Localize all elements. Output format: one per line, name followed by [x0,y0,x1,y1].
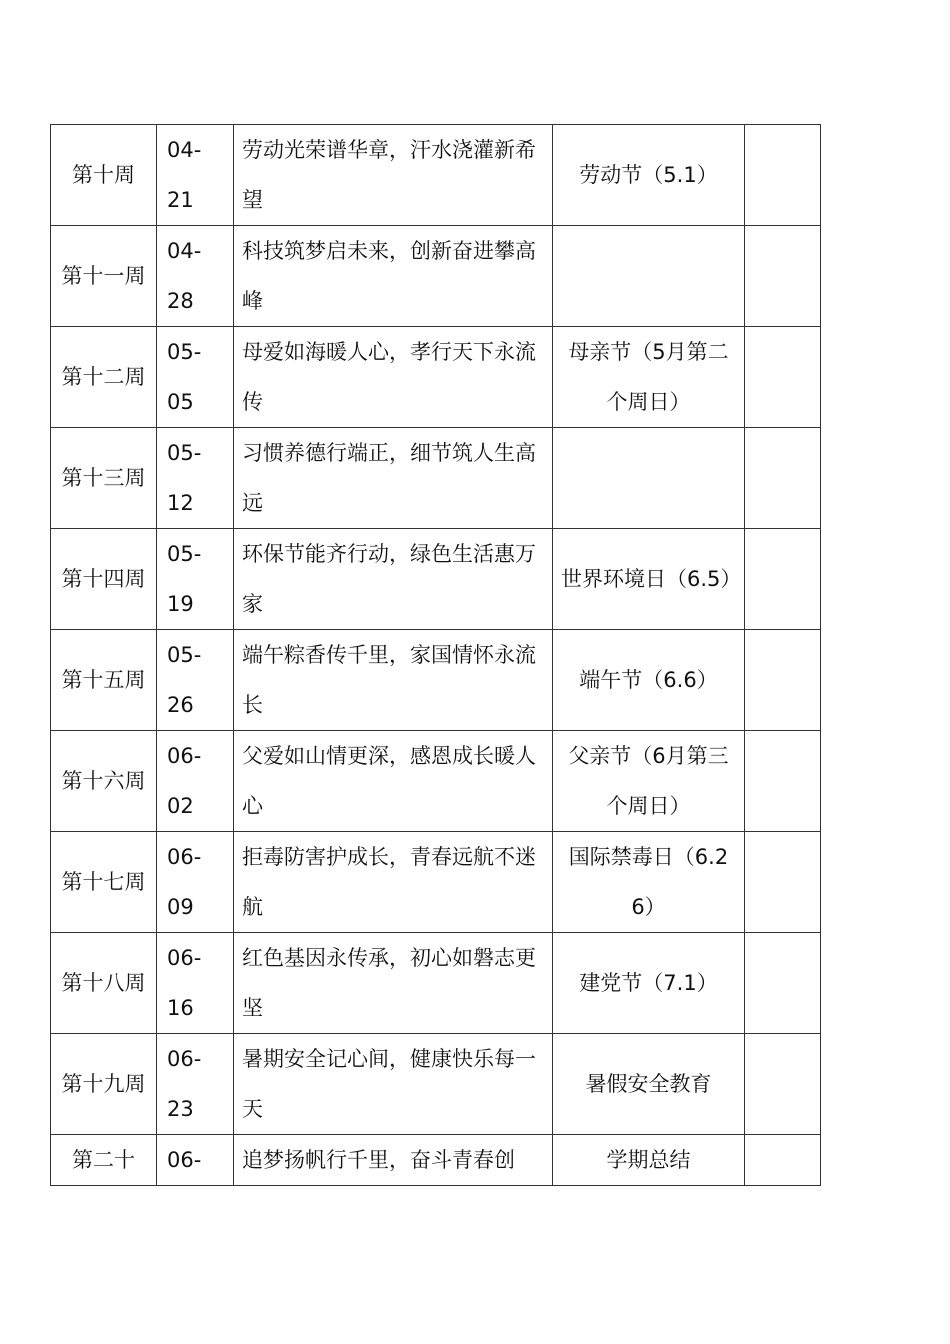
week-cell [51,1135,157,1186]
table-row [51,1034,821,1135]
week-label: 第十一周 [61,264,146,288]
week-cell [51,327,157,428]
week-cell [51,933,157,1034]
table-row [51,125,821,226]
date-label: 06-09 [167,845,202,919]
theme-cell [234,933,553,1034]
extra-cell [745,630,821,731]
date-cell [157,630,234,731]
theme-label: 追梦扬帆行千里，奋斗青春创 [242,1148,515,1172]
date-cell [157,731,234,832]
date-label: 06-23 [167,1047,202,1121]
week-cell [51,529,157,630]
table-row [51,428,821,529]
table-row [51,832,821,933]
table-row [51,731,821,832]
week-label: 第十三周 [61,466,146,490]
theme-cell [234,226,553,327]
extra-cell [745,327,821,428]
extra-cell [745,731,821,832]
date-label: 06-02 [167,744,202,818]
extra-cell [745,125,821,226]
table-row [51,226,821,327]
event-label: 端午节（6.6） [579,668,718,692]
weekly-schedule-table [50,124,821,1186]
date-cell [157,327,234,428]
extra-cell [745,832,821,933]
theme-label: 母爱如海暖人心，孝行天下永流传 [242,340,536,414]
event-cell [553,125,745,226]
week-label: 第十周 [72,163,135,187]
week-cell [51,1034,157,1135]
theme-cell [234,125,553,226]
event-cell [553,731,745,832]
theme-label: 端午粽香传千里，家国情怀永流长 [242,643,536,717]
week-label: 第十四周 [61,567,146,591]
table-row [51,630,821,731]
theme-cell [234,1135,553,1186]
date-label: 05-12 [167,441,202,515]
date-label: 06-16 [167,946,202,1020]
event-cell [553,1034,745,1135]
table-row [51,933,821,1034]
extra-cell [745,933,821,1034]
week-cell [51,226,157,327]
date-label: 05-26 [167,643,202,717]
event-cell [553,1135,745,1186]
schedule-body [51,125,821,1186]
event-cell [553,226,745,327]
date-cell [157,226,234,327]
theme-label: 环保节能齐行动，绿色生活惠万家 [242,542,536,616]
date-label: 05-19 [167,542,202,616]
date-cell [157,933,234,1034]
extra-cell [745,226,821,327]
theme-cell [234,428,553,529]
event-cell [553,428,745,529]
theme-label: 科技筑梦启未来，创新奋进攀高峰 [242,239,536,313]
theme-cell [234,731,553,832]
event-cell [553,327,745,428]
week-label: 第二十 [72,1148,135,1172]
week-cell [51,630,157,731]
week-label: 第十六周 [61,769,146,793]
week-label: 第十八周 [61,971,146,995]
week-label: 第十五周 [61,668,146,692]
week-cell [51,832,157,933]
week-cell [51,125,157,226]
theme-label: 红色基因永传承，初心如磐志更坚 [242,946,536,1020]
event-label: 建党节（7.1） [579,971,718,995]
date-cell [157,1135,234,1186]
event-label: 国际禁毒日（6.26） [568,845,729,919]
table-row [51,327,821,428]
theme-label: 习惯养德行端正，细节筑人生高远 [242,441,536,515]
date-cell [157,529,234,630]
event-label: 父亲节（6月第三个周日） [568,744,729,818]
theme-label: 拒毒防害护成长，青春远航不迷航 [242,845,536,919]
date-label: 06- [167,1148,202,1172]
date-cell [157,1034,234,1135]
theme-cell [234,327,553,428]
theme-cell [234,529,553,630]
table-row [51,1135,821,1186]
event-cell [553,630,745,731]
theme-label: 父爱如山情更深，感恩成长暖人心 [242,744,536,818]
event-cell [553,933,745,1034]
week-cell [51,428,157,529]
table-row [51,529,821,630]
event-label: 世界环境日（6.5） [561,567,742,591]
week-label: 第十七周 [61,870,146,894]
event-cell [553,529,745,630]
date-label: 04-28 [167,239,202,313]
extra-cell [745,1034,821,1135]
event-label: 劳动节（5.1） [579,163,718,187]
week-label: 第十二周 [61,365,146,389]
theme-cell [234,832,553,933]
date-cell [157,428,234,529]
date-cell [157,125,234,226]
event-label: 暑假安全教育 [585,1072,712,1096]
date-label: 05-05 [167,340,202,414]
theme-cell [234,1034,553,1135]
extra-cell [745,1135,821,1186]
theme-cell [234,630,553,731]
week-label: 第十九周 [61,1072,146,1096]
date-label: 04-21 [167,138,202,212]
event-label: 母亲节（5月第二个周日） [568,340,729,414]
extra-cell [745,428,821,529]
date-cell [157,832,234,933]
event-label: 学期总结 [606,1148,691,1172]
theme-label: 劳动光荣谱华章，汗水浇灌新希望 [242,138,536,212]
extra-cell [745,529,821,630]
theme-label: 暑期安全记心间，健康快乐每一天 [242,1047,536,1121]
week-cell [51,731,157,832]
event-cell [553,832,745,933]
